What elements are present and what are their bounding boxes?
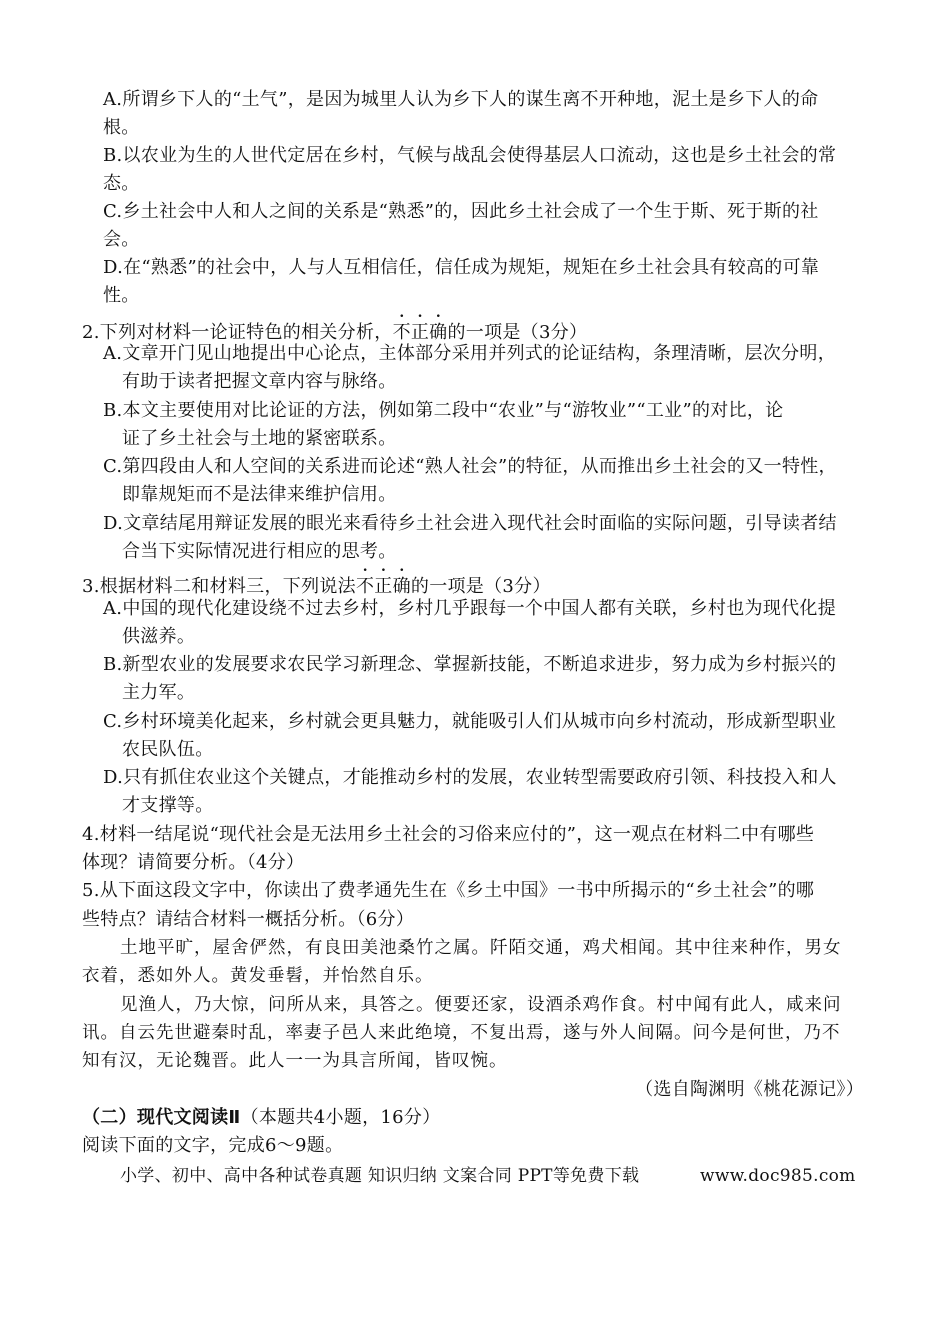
- q1-option-c: C.乡土社会中人和人之间的关系是“熟悉”的，因此乡土社会成了一个生于斯、死于斯的社: [103, 201, 819, 222]
- q3-option-b-cont: 主力军。: [122, 682, 196, 703]
- q2-option-b: B.本文主要使用对比论证的方法，例如第二段中“农业”与“游牧业”“工业”的对比，论: [103, 400, 784, 421]
- q2-option-c-cont: 即靠规矩而不是法律来维护信用。: [122, 484, 397, 505]
- section-meta: （本题共4小题，16分）: [240, 1107, 441, 1128]
- q5-passage-line-4: 讯。自云先世避秦时乱，率妻子邑人来此绝境，不复出焉，遂与外人间隔。问今是何世，乃不: [82, 1023, 841, 1043]
- q1-option-a-cont: 根。: [103, 117, 140, 138]
- q2-stem-post: 的一项是（3分）: [447, 322, 588, 343]
- section-title: （二）现代文阅读Ⅱ: [82, 1107, 241, 1128]
- q5-passage-line-5: 知有汉，无论魏晋。此人一一为具言所闻，皆叹惋。: [82, 1051, 508, 1071]
- section-heading: [82, 1104, 441, 1132]
- q5-stem-cont: 些特点？请结合材料一概括分析。（6分）: [82, 909, 415, 930]
- q2-stem-emphasis: 不正确: [392, 322, 448, 343]
- q2-option-a: A.文章开门见山地提出中心论点，主体部分采用并列式的论证结构，条理清晰，层次分明，: [103, 343, 837, 364]
- q1-option-c-cont: 会。: [103, 229, 140, 250]
- q1-option-b: B.以农业为生的人世代定居在乡村，气候与战乱会使得基层人口流动，这也是乡土社会的常: [103, 145, 837, 166]
- q1-option-d: D.在“熟悉”的社会中，人与人互相信任，信任成为规矩，规矩在乡土社会具有较高的可靠: [103, 257, 820, 278]
- q4-stem: 4.材料一结尾说“现代社会是无法用乡土社会的习俗来应付的”，这一观点在材料二中有哪些: [82, 824, 815, 845]
- q5-passage-line-3: 见渔人，乃大惊，问所从来，具答之。便要还家，设酒杀鸡作食。村中闻有此人，咸来问: [120, 995, 842, 1015]
- q3-option-c-cont: 农民队伍。: [122, 739, 214, 760]
- q2-stem-pre: 2.下列对材料一论证特色的相关分析，: [82, 322, 393, 343]
- q3-option-a: A.中国的现代化建设绕不过去乡村，乡村几乎跟每一个中国人都有关联，乡村也为现代化提: [103, 598, 837, 619]
- q5-passage-source: （选自陶渊明《桃花源记》）: [635, 1079, 864, 1100]
- q2-option-b-cont: 证了乡土社会与土地的紧密联系。: [122, 428, 397, 449]
- q3-option-d: D.只有抓住农业这个关键点，才能推动乡村的发展，农业转型需要政府引领、科技投入和人: [103, 767, 837, 788]
- q2-option-c: C.第四段由人和人空间的关系进而论述“熟人社会”的特征，从而推出乡土社会的又一特性，: [103, 456, 837, 477]
- q3-option-b: B.新型农业的发展要求农民学习新理念、掌握新技能，不断追求进步，努力成为乡村振兴的: [103, 654, 837, 675]
- q3-option-c: C.乡村环境美化起来，乡村就会更具魅力，就能吸引人们从城市向乡村流动，形成新型职业: [103, 711, 837, 732]
- q2-option-d: D.文章结尾用辩证发展的眼光来看待乡土社会进入现代社会时面临的实际问题，引导读者结: [103, 513, 837, 534]
- q2-option-a-cont: 有助于读者把握文章内容与脉络。: [122, 371, 397, 392]
- q3-stem-post: 的一项是（3分）: [410, 576, 551, 597]
- q3-option-d-cont: 才支撑等。: [122, 795, 214, 816]
- section-instruction: 阅读下面的文字，完成6～9题。: [82, 1135, 344, 1156]
- q5-stem: 5.从下面这段文字中，你读出了费孝通先生在《乡土中国》一书中所揭示的“乡土社会”的哪: [82, 880, 815, 901]
- q2-option-d-cont: 合当下实际情况进行相应的思考。: [122, 541, 397, 562]
- footer-link[interactable]: www.doc985.com: [700, 1166, 856, 1186]
- footer-text: 小学、初中、高中各种试卷真题 知识归纳 文案合同 PPT等免费下载: [120, 1166, 640, 1186]
- q1-option-d-cont: 性。: [103, 285, 140, 306]
- q3-option-a-cont: 供滋养。: [122, 626, 196, 647]
- q4-stem-cont: 体现？请简要分析。（4分）: [82, 852, 305, 873]
- q3-stem-pre: 3.根据材料二和材料三，下列说法: [82, 576, 356, 597]
- q3-stem-emphasis: 不正确: [355, 576, 411, 597]
- q5-passage-line-1: 土地平旷，屋舍俨然，有良田美池桑竹之属。阡陌交通，鸡犬相闻。其中往来种作，男女: [120, 938, 842, 958]
- q1-option-a: A.所谓乡下人的“土气”，是因为城里人认为乡下人的谋生离不开种地，泥土是乡下人的命: [103, 89, 819, 110]
- q1-option-b-cont: 态。: [103, 173, 140, 194]
- q5-passage-line-2: 衣着，悉如外人。黄发垂髫，并怡然自乐。: [82, 966, 434, 986]
